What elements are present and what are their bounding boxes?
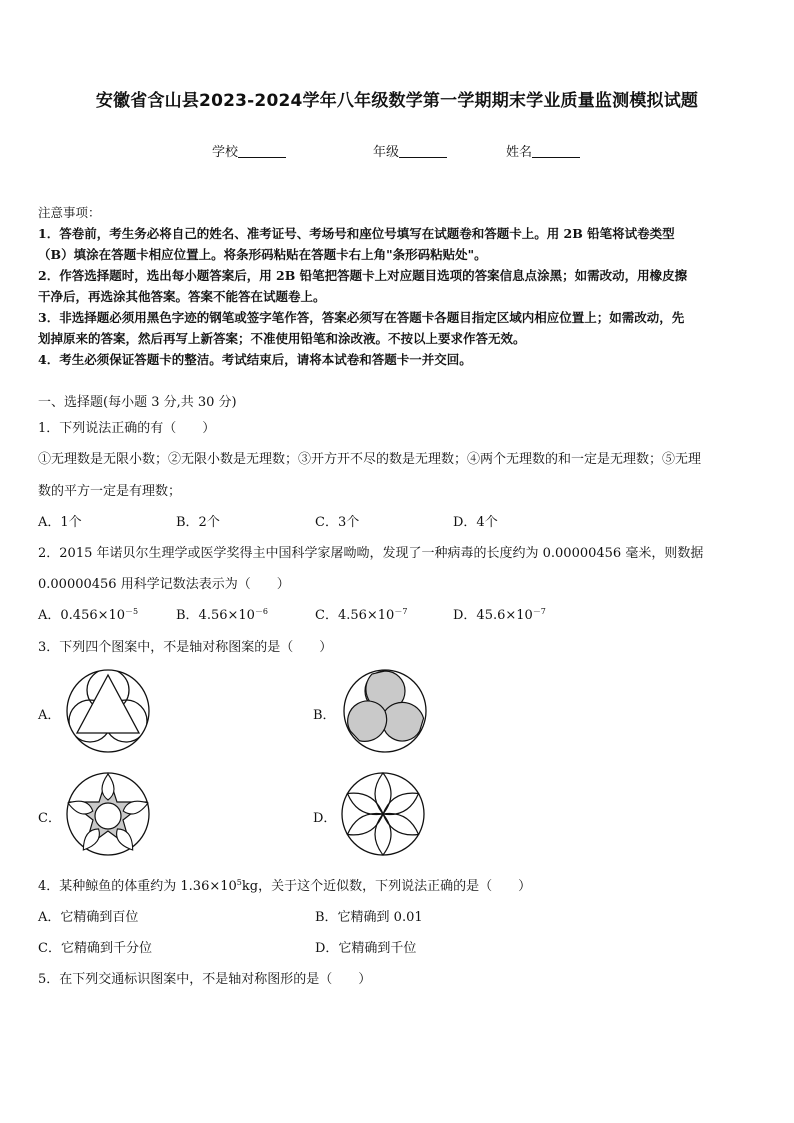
q4-stem-text-cont: kg，关于这个近似数，下列说法正确的是（ ）: [241, 879, 532, 894]
q2-stem: 2．2015 年诺贝尔生理学或医学奖得主中国科学家屠呦呦，发现了一种病毒的长度约为 0.00000456 毫米，则数据: [38, 546, 704, 561]
circle-pinwheel-figure[interactable]: [342, 668, 428, 754]
q2-option-d[interactable]: [453, 604, 546, 623]
q2-option-c[interactable]: [315, 604, 407, 623]
q1-option-b[interactable]: B．2个: [176, 515, 220, 530]
q4-stem-exp: 5: [236, 878, 242, 887]
student-info-row: [0, 141, 794, 161]
grade-blank[interactable]: [399, 143, 447, 158]
name-blank[interactable]: [532, 143, 580, 158]
q3-option-a-label[interactable]: A．: [38, 708, 61, 723]
note-line: （B）填涂在答题卡相应位置上。将条形码粘贴在答题卡右上角"条形码粘贴处"。: [38, 247, 487, 262]
q2-option-a[interactable]: [38, 604, 138, 623]
q4-option-b[interactable]: B．它精确到 0.01: [315, 910, 423, 925]
q4-option-d[interactable]: D．它精确到千位: [315, 941, 417, 956]
note-line: 1．答卷前，考生务必将自己的姓名、准考证号、考场号和座位号填写在试题卷和答题卡上。用 2B 铅笔将试卷类型: [38, 226, 675, 241]
q2-option-d-text: D．45.6×10: [453, 608, 533, 623]
note-line: 干净后，再选涂其他答案。答案不能答在试题卷上。: [38, 289, 326, 304]
q1-option-c[interactable]: C．3个: [315, 515, 360, 530]
q2-option-a-text: A．0.456×10: [38, 608, 126, 623]
q2-stem-cont: 0.00000456 用科学记数法表示为（ ）: [38, 577, 290, 592]
q1-stem: 1．下列说法正确的有（ ）: [38, 421, 216, 436]
notes-heading: 注意事项：: [38, 205, 101, 220]
circle-flower-figure[interactable]: [340, 771, 426, 857]
school-blank[interactable]: [238, 143, 286, 158]
name-label: 姓名: [506, 145, 533, 160]
q1-option-a[interactable]: A．1个: [38, 515, 82, 530]
q4-stem-text: 4．某种鲸鱼的体重约为 1.36×10: [38, 879, 237, 894]
q3-option-d-label[interactable]: D．: [313, 811, 337, 826]
q3-option-b-label[interactable]: B．: [313, 708, 336, 723]
q4-stem: [38, 875, 531, 894]
note-line: 2．作答选择题时，选出每小题答案后，用 2B 铅笔把答题卡上对应题目选项的答案信息点涂黑；如需改动，用橡皮擦: [38, 268, 688, 283]
school-label: 学校: [212, 145, 239, 160]
note-line: 4．考生必须保证答题卡的整洁。考试结束后，请将本试卷和答题卡一并交回。: [38, 352, 472, 367]
note-line: 3．非选择题必须用黑色字迹的钢笔或签字笔作答，答案必须写在答题卡各题目指定区域内相应位置上；如需改动，先: [38, 310, 685, 325]
q2-option-a-exp: －5: [125, 607, 139, 616]
q1-option-d[interactable]: D．4个: [453, 515, 498, 530]
name-field[interactable]: [506, 141, 580, 160]
page-title: 安徽省含山县2023-2024学年八年级数学第一学期期末学业质量监测模拟试题: [95, 91, 699, 111]
note-line: 划掉原来的答案，然后再写上新答案；不准使用铅笔和涂改液。不按以上要求作答无效。: [38, 331, 526, 346]
q1-statements: ①无理数是无限小数；②无限小数是无理数；③开方开不尽的数是无理数；④两个无理数的和一定是无理数；⑤无理: [38, 452, 702, 467]
q2-option-b-text: B．4.56×10: [176, 608, 255, 623]
q2-option-c-text: C．4.56×10: [315, 608, 395, 623]
grade-label: 年级: [373, 145, 400, 160]
circle-star-figure[interactable]: [65, 771, 151, 857]
q2-option-c-exp: －7: [394, 607, 408, 616]
q3-option-c-label[interactable]: C．: [38, 811, 61, 826]
school-field[interactable]: [212, 141, 286, 160]
q2-option-d-exp: －7: [532, 607, 546, 616]
q4-option-c[interactable]: C．它精确到千分位: [38, 941, 152, 956]
q1-statements-cont: 数的平方一定是有理数；: [38, 484, 182, 499]
q2-option-b[interactable]: [176, 604, 268, 623]
section-heading: 一、选择题(每小题 3 分,共 30 分): [38, 395, 237, 410]
q4-option-a[interactable]: A．它精确到百位: [38, 910, 139, 925]
circle-triangle-figure[interactable]: [65, 668, 151, 754]
q3-stem: 3．下列四个图案中，不是轴对称图案的是（ ）: [38, 640, 333, 655]
q2-option-b-exp: －6: [254, 607, 269, 616]
q5-stem: 5．在下列交通标识图案中，不是轴对称图形的是（ ）: [38, 972, 372, 987]
grade-field[interactable]: [373, 141, 447, 160]
